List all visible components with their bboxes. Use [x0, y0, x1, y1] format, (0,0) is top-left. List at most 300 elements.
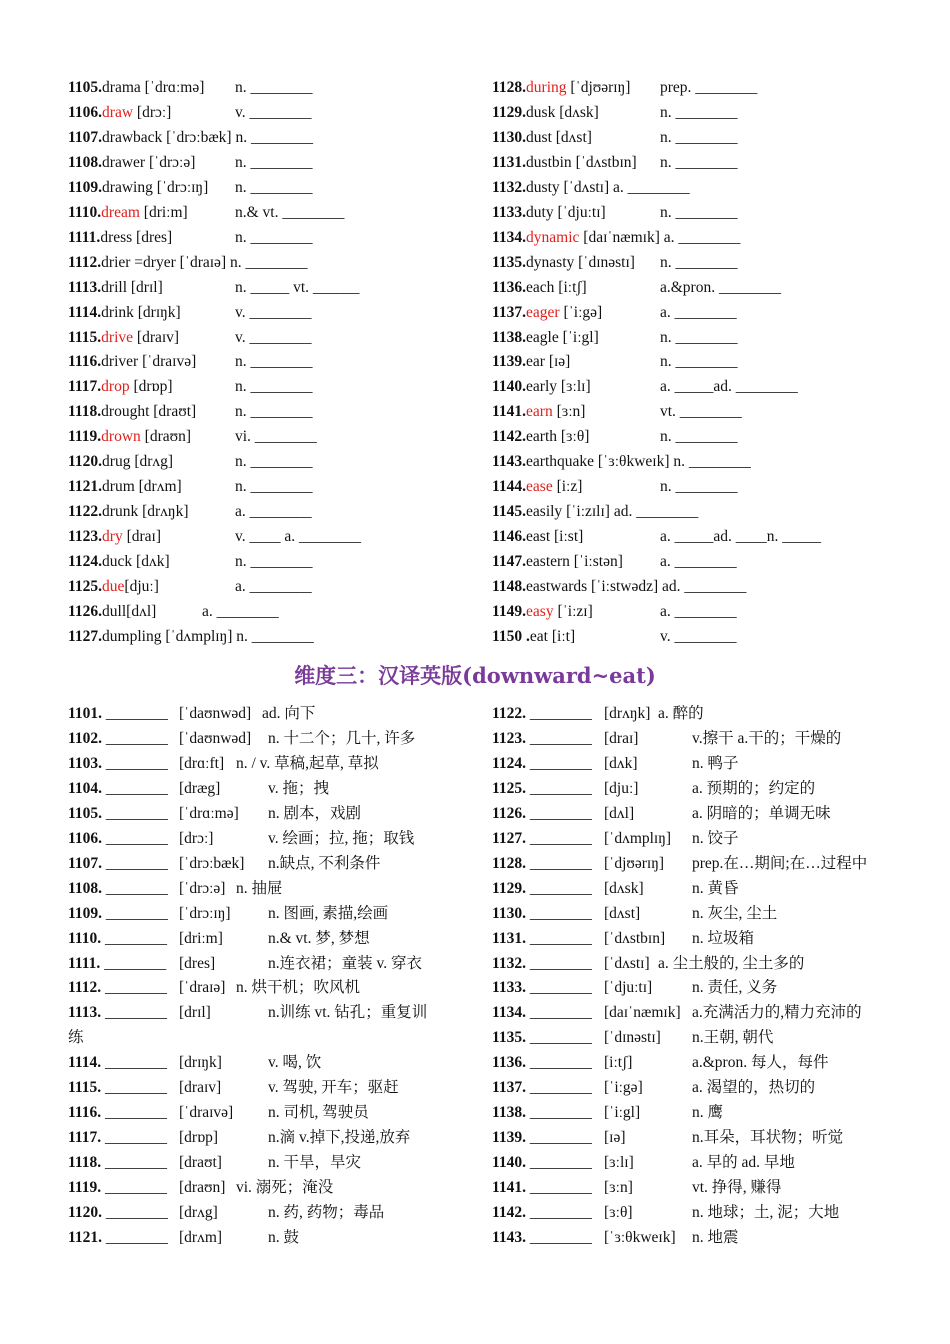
- translation-entry: [68, 804, 362, 824]
- entry-phonetic: [dʌk]: [132, 553, 170, 571]
- entry-phonetic: [dres]: [179, 954, 216, 972]
- entry-head: [68, 204, 188, 221]
- vocab-entry: [68, 402, 313, 422]
- vocab-entry: [68, 128, 313, 148]
- entry-pos-blank: n. ________: [660, 128, 738, 146]
- entry-number: 1136.: [492, 1054, 527, 1072]
- translation-entry: [68, 929, 370, 949]
- entry-number: 1131.: [492, 929, 527, 947]
- entry-word: dull: [102, 602, 127, 620]
- entry-phonetic: [drɒp]: [179, 1129, 219, 1147]
- answer-blank: ________: [526, 1079, 592, 1097]
- entry-phonetic: [ɜːn]: [552, 403, 586, 421]
- entry-head: [68, 603, 156, 620]
- entry-pos-blank: n. ________: [235, 553, 313, 571]
- entry-head: [492, 254, 635, 271]
- entry-phonetic: [dʌsk]: [555, 103, 599, 121]
- entry-definition: a.&pron. 每人，每件: [692, 1054, 829, 1072]
- entry-phonetic: [drɪl]: [127, 278, 163, 296]
- entry-head: [68, 154, 195, 171]
- entry-number: 1116.: [68, 1104, 102, 1122]
- vocab-entry: [492, 303, 737, 323]
- entry-head: [492, 503, 698, 520]
- entry-head: [492, 353, 570, 370]
- entry-phonetic: [dʌst]: [604, 904, 641, 922]
- entry-phonetic: [ˈdʌstɪ]: [604, 954, 650, 972]
- translation-entry: [492, 1203, 840, 1223]
- vocab-entry: [68, 303, 312, 323]
- entry-word: drop: [101, 378, 130, 396]
- entry-phonetic: [ɪə]: [544, 353, 571, 371]
- translation-entry: [492, 978, 778, 998]
- vocab-entry: [492, 377, 798, 397]
- entry-number: 1113.: [68, 1004, 102, 1022]
- answer-blank: ________: [526, 1228, 592, 1246]
- entry-definition: n. 烘干机；吹风机: [236, 979, 361, 997]
- entry-number: 1139.: [492, 1129, 527, 1147]
- entry-number: 1110.: [68, 203, 102, 221]
- translation-entry: [492, 829, 739, 849]
- entry-head: [68, 279, 163, 296]
- entry-phonetic: [draʊt]: [149, 403, 197, 421]
- answer-blank: ________: [102, 1204, 168, 1221]
- answer-blank: ________: [526, 1129, 592, 1147]
- answer-blank: ________: [102, 754, 168, 772]
- entry-word: dress: [100, 228, 133, 246]
- entry-phonetic: [dʌl]: [126, 602, 157, 620]
- entry-phonetic: [draɪ]: [122, 528, 161, 546]
- entry-phonetic: [daɪˈnæmɪk]: [604, 1004, 681, 1022]
- entry-word: east: [526, 528, 551, 546]
- entry-number: 1118.: [68, 403, 102, 421]
- translation-entry: [68, 1003, 428, 1023]
- entry-phonetic: [ˈiːgl]: [604, 1104, 641, 1122]
- entry-phonetic: [drʌŋk]: [138, 503, 189, 521]
- vocab-entry: [492, 402, 742, 422]
- entry-head: [492, 229, 740, 246]
- entry-head: [492, 378, 591, 395]
- entry-number: 1107.: [68, 128, 103, 146]
- entry-head: [68, 179, 208, 196]
- entry-pos-blank: a. _____ad. ________: [660, 378, 798, 396]
- entry-phonetic: [driːm]: [179, 929, 223, 947]
- entry-number: 1108.: [68, 153, 103, 171]
- entry-definition: n. 黄昏: [692, 879, 739, 897]
- entry-head: [492, 603, 593, 620]
- entry-definition: v. 喝, 饮: [268, 1054, 322, 1072]
- translation-entry: [492, 904, 778, 924]
- entry-definition: n. 鼓: [268, 1228, 300, 1246]
- entry-definition: prep.在…期间;在…过程中: [692, 854, 868, 872]
- entry-number: 1139.: [492, 353, 527, 371]
- entry-head: [492, 453, 751, 470]
- entry-word: due: [102, 578, 125, 595]
- entry-definition: n. 抽屉: [236, 879, 283, 897]
- translation-entry: [492, 1103, 724, 1123]
- entry-number: 1108.: [68, 879, 103, 897]
- vocab-entry: [68, 153, 313, 173]
- entry-phonetic: [iːst]: [550, 528, 584, 546]
- answer-blank: ________: [526, 754, 592, 772]
- translation-entry: [68, 904, 389, 924]
- translation-entry: [492, 729, 842, 749]
- vocab-entry: [492, 228, 740, 248]
- entry-definition: n.训练 vt. 钻孔；重复训: [268, 1004, 428, 1022]
- entry-number: 1119.: [68, 1179, 102, 1197]
- entry-word: easily: [526, 503, 563, 521]
- answer-blank: ________: [101, 1004, 168, 1022]
- answer-blank: ________: [101, 1154, 168, 1172]
- vocab-entry: [492, 352, 738, 372]
- entry-phonetic: [ɜːlɪ]: [604, 1154, 634, 1172]
- entry-head: [492, 578, 746, 595]
- translation-entry: [68, 978, 361, 998]
- entry-word: drive: [101, 328, 134, 346]
- entry-number: 1117.: [68, 378, 102, 396]
- entry-number: 1143.: [492, 1228, 527, 1246]
- translation-entry: [492, 704, 704, 724]
- entry-number: 1127.: [492, 829, 527, 847]
- entry-head: [492, 154, 637, 171]
- entry-word: earthquake: [526, 453, 595, 471]
- entry-definition: n.王朝, 朝代: [692, 1029, 774, 1047]
- entry-head: [68, 229, 172, 246]
- entry-phonetic: [ɜːlɪ]: [557, 378, 591, 396]
- entry-phonetic: [drʌm]: [134, 478, 182, 496]
- entry-number: 1129.: [492, 103, 527, 121]
- entry-number: 1141.: [492, 1179, 527, 1197]
- vocab-entry: [68, 527, 361, 547]
- answer-blank: ________: [526, 829, 592, 847]
- entry-head: [68, 403, 196, 420]
- entry-number: 1138.: [492, 328, 527, 346]
- entry-number: 1125.: [492, 779, 527, 797]
- entry-number: 1111.: [68, 954, 101, 972]
- entry-phonetic: [drɔː]: [133, 103, 172, 121]
- answer-blank: ________: [526, 1104, 592, 1122]
- entry-definition: a. 预期的；约定的: [692, 779, 816, 797]
- entry-definition: 练: [68, 1029, 84, 1047]
- entry-pos-blank: n. ________: [235, 153, 313, 171]
- entry-number: 1112.: [68, 253, 102, 271]
- entry-definition: a. 早的 ad. 早地: [692, 1154, 795, 1172]
- entry-number: 1132.: [492, 954, 527, 972]
- translation-entry: [492, 879, 739, 899]
- entry-number: 1130.: [492, 128, 527, 146]
- answer-blank: ________: [526, 779, 592, 797]
- entry-number: 1129.: [492, 879, 527, 897]
- entry-phonetic: [draɪv]: [179, 1079, 222, 1097]
- entry-pos-blank: v. ________: [235, 103, 312, 121]
- entry-pos-blank: n. ________: [660, 103, 738, 121]
- answer-blank: ________: [101, 979, 168, 997]
- entry-phonetic: [draʊt]: [179, 1154, 222, 1172]
- answer-blank: ________: [526, 1179, 592, 1197]
- entry-word: dry: [102, 528, 123, 546]
- translation-entry: [68, 1178, 334, 1198]
- translation-entry: [492, 1178, 782, 1198]
- entry-number: 1128.: [492, 79, 527, 96]
- entry-phonetic: [djuː]: [124, 578, 159, 595]
- entry-pos-blank: n. ________: [235, 478, 313, 496]
- answer-blank: ________: [101, 1104, 168, 1122]
- entry-word: eagle: [526, 328, 559, 346]
- vocab-entry: [68, 602, 279, 622]
- entry-number: 1133.: [492, 203, 527, 221]
- entry-definition: a. 醉的: [658, 705, 704, 722]
- entry-pos-blank: n. ________: [660, 253, 738, 271]
- entry-head: [68, 428, 191, 445]
- entry-phonetic: [ˈdrɔːə]: [145, 153, 196, 171]
- answer-blank: ________: [526, 1004, 592, 1022]
- translation-entry: [492, 779, 816, 799]
- entry-phonetic: [ˈdʌstbɪn]: [571, 153, 637, 171]
- vocab-entry: [492, 527, 822, 547]
- entry-pos-blank: n. ________: [660, 428, 738, 446]
- entry-number: 1115.: [68, 328, 102, 346]
- translation-entry: [68, 779, 329, 799]
- entry-definition: v.擦干 a.干的；干燥的: [692, 729, 842, 747]
- entry-definition: v. 驾驶, 开车；驱赶: [268, 1079, 399, 1097]
- entry-phonetic: [draʊn]: [140, 428, 192, 446]
- entry-number: 1112.: [68, 979, 102, 997]
- entry-head: [68, 478, 182, 495]
- entry-phonetic: [ˈdrɔːɪŋ]: [179, 904, 231, 922]
- entry-head: [68, 104, 171, 121]
- entry-phonetic: [dʌl]: [604, 804, 635, 822]
- entry-definition: ad. 向下: [262, 705, 316, 722]
- entry-definition: a.充满活力的,精力充沛的: [692, 1004, 862, 1022]
- entry-phonetic: [ˈdrɔːə]: [179, 879, 226, 897]
- entry-head: [68, 578, 159, 595]
- entry-phonetic: [draɪ]: [604, 729, 639, 747]
- answer-blank: ________: [102, 779, 168, 797]
- translation-entry: [492, 804, 831, 824]
- entry-phonetic: [ˈiːgl]: [558, 328, 599, 346]
- vocab-entry: [492, 78, 758, 98]
- answer-blank: ________: [526, 854, 592, 872]
- entry-word: draw: [102, 103, 134, 121]
- entry-phonetic: [ˈiːstən]: [569, 553, 623, 571]
- vocab-entry: [68, 328, 312, 348]
- entry-definition: n. 灰尘, 尘土: [692, 904, 778, 922]
- entry-head: [492, 329, 599, 346]
- entry-number: 1130.: [492, 904, 527, 922]
- entry-phonetic: [iːtʃ]: [554, 278, 587, 296]
- entry-number: 1118.: [68, 1154, 102, 1172]
- answer-blank: ________: [102, 705, 168, 722]
- answer-blank: ________: [102, 854, 168, 872]
- entry-number: 1106.: [68, 829, 103, 847]
- entry-word: easy: [526, 602, 554, 620]
- entry-phonetic: [ˈiːgə]: [604, 1079, 643, 1097]
- entry-phonetic: [ˈdɪnəstɪ]: [604, 1029, 661, 1047]
- entry-phonetic: [daɪˈnæmɪk] a. ________: [579, 228, 741, 246]
- translation-entry: [492, 1153, 795, 1173]
- entry-word: ear: [526, 353, 545, 371]
- answer-blank: ________: [101, 1054, 168, 1072]
- entry-word: drown: [101, 428, 141, 446]
- entry-definition: n. 鸭子: [692, 754, 739, 772]
- translation-entry: [68, 829, 415, 849]
- vocab-entry: [68, 203, 345, 223]
- vocab-entry: [68, 552, 313, 572]
- entry-word: dumpling: [102, 627, 162, 645]
- entry-definition: n. 药, 药物；毒品: [268, 1204, 385, 1221]
- entry-phonetic: [ɪə]: [604, 1129, 626, 1147]
- answer-blank: ________: [102, 904, 168, 922]
- vocab-entry: [68, 228, 313, 248]
- entry-number: 1128.: [492, 854, 527, 872]
- answer-blank: ________: [101, 1179, 168, 1197]
- answer-blank: ________: [526, 929, 592, 947]
- vocab-entry: [68, 103, 312, 123]
- entry-definition: n. 鹰: [692, 1104, 724, 1122]
- entry-number: 1109.: [68, 178, 103, 196]
- entry-head: [68, 79, 204, 96]
- entry-head: [492, 179, 690, 196]
- entry-number: 1122.: [68, 503, 103, 521]
- vocab-entry: [492, 278, 781, 298]
- vocab-entry: [68, 278, 360, 298]
- entry-word: dynasty: [526, 253, 575, 271]
- entry-head: [492, 204, 606, 221]
- entry-head: [68, 329, 179, 346]
- answer-blank: ________: [100, 954, 167, 972]
- entry-pos-blank: v. ____ a. ________: [235, 528, 361, 546]
- entry-phonetic: [djuː]: [604, 779, 639, 797]
- entry-pos-blank: a. ________: [660, 602, 737, 620]
- entry-phonetic: [ˈdʌstɪ] a. ________: [559, 178, 690, 196]
- entry-phonetic: [drʌg]: [179, 1204, 218, 1221]
- entry-phonetic: [ˈɜːθkweɪk] n. ________: [594, 453, 751, 471]
- entry-definition: a. 阴暗的；单调无味: [692, 804, 831, 822]
- entry-phonetic: [ˈdaʊnwəd]: [179, 705, 252, 722]
- entry-head: [492, 304, 602, 321]
- entry-word: drug: [102, 453, 131, 471]
- entry-word: early: [526, 378, 558, 396]
- entry-word: each: [526, 278, 555, 296]
- answer-blank: ________: [526, 1154, 592, 1172]
- entry-word: earth: [526, 428, 558, 446]
- entry-number: 1123.: [68, 528, 103, 546]
- entry-definition: a. 尘土般的, 尘土多的: [658, 954, 805, 972]
- answer-blank: ________: [526, 729, 592, 747]
- entry-word: driver: [101, 353, 139, 371]
- entry-word: dustbin: [526, 153, 572, 171]
- entry-pos-blank: n. ________: [660, 478, 738, 496]
- entry-definition: n.缺点, 不利条件: [268, 854, 381, 872]
- entry-phonetic: [dʌsk]: [604, 879, 644, 897]
- entry-word: drill: [101, 278, 128, 296]
- entry-definition: n. 图画, 素描,绘画: [268, 904, 389, 922]
- entry-pos-blank: n. ________: [660, 328, 738, 346]
- answer-blank: ________: [102, 829, 168, 847]
- answer-blank: ________: [101, 1079, 168, 1097]
- answer-blank: ________: [101, 1129, 168, 1147]
- translation-entry: [68, 1228, 300, 1248]
- vocab-entry: [68, 352, 313, 372]
- translation-entry: [68, 954, 422, 974]
- entry-head: [68, 553, 170, 570]
- entry-pos-blank: n. ________: [660, 353, 738, 371]
- vocab-entry: [492, 153, 738, 173]
- entry-number: 1114.: [68, 1054, 102, 1072]
- entry-phonetic: [ˈdrɑːmə]: [140, 79, 205, 96]
- entry-phonetic: [ˈdaʊnwəd]: [179, 729, 252, 747]
- entry-pos-blank: n. ________: [235, 378, 313, 396]
- entry-number: 1126.: [68, 602, 103, 620]
- entry-pos-blank: vt. ________: [660, 403, 742, 421]
- entry-phonetic: [ˈdʌmplɪŋ]: [604, 829, 672, 847]
- translation-entry: [68, 879, 283, 899]
- entry-pos-blank: n. ________: [660, 153, 738, 171]
- vocab-entry: [68, 627, 314, 647]
- entry-number: 1110.: [68, 929, 102, 947]
- entry-number: 1144.: [492, 478, 527, 496]
- translation-entry: [68, 1128, 411, 1148]
- section-title: 维度三：汉译英版(downward~eat): [294, 663, 656, 688]
- entry-pos-blank: n. ________: [235, 453, 313, 471]
- entry-pos-blank: prep. ________: [660, 79, 758, 96]
- entry-phonetic: [drɪŋk]: [179, 1054, 222, 1072]
- entry-phonetic: [ˈiːzɪlɪ] ad. ________: [562, 503, 699, 521]
- entry-word: during: [526, 79, 567, 96]
- entry-phonetic: [drɔː]: [179, 829, 214, 847]
- entry-definition: vi. 溺死；淹没: [236, 1179, 334, 1197]
- translation-entry: [492, 1053, 829, 1073]
- entry-definition: n. 责任, 义务: [692, 979, 778, 997]
- entry-definition: v. 拖；拽: [268, 779, 329, 797]
- entry-phonetic: [draʊn]: [179, 1179, 226, 1197]
- entry-number: 1107.: [68, 854, 103, 872]
- entry-pos-blank: a. ________: [235, 503, 312, 521]
- entry-pos-blank: v. ________: [235, 328, 312, 346]
- entry-phonetic: [ˈdrɔːbæk]: [179, 854, 245, 872]
- entry-number: 1124.: [492, 754, 527, 772]
- entry-phonetic: [ˈiːstwədz] ad. ________: [587, 578, 747, 595]
- entry-number: 1102.: [68, 729, 103, 747]
- entry-word: drawback: [102, 128, 163, 146]
- entry-phonetic: [ˈdraɪə]: [179, 979, 226, 997]
- vocab-entry: [492, 627, 737, 647]
- entry-definition: n. 十二个；几十, 许多: [268, 729, 416, 747]
- entry-number: 1150 .: [492, 627, 530, 645]
- entry-phonetic: [ˈdraɪvə]: [138, 353, 197, 371]
- entry-pos-blank: n. ________: [235, 79, 313, 96]
- entry-head: [492, 478, 582, 495]
- entry-word: eager: [526, 303, 560, 321]
- entry-phonetic: [ˈdrɔːɪŋ]: [152, 178, 209, 196]
- entry-pos-blank: a. ________: [235, 578, 312, 595]
- entry-phonetic: [ˈdɪnəstɪ]: [574, 253, 635, 271]
- entry-number: 1145.: [492, 503, 527, 521]
- entry-number: 1127.: [68, 627, 103, 645]
- vocab-entry: [492, 577, 746, 597]
- entry-phonetic: [dres]: [132, 228, 173, 246]
- answer-blank: ________: [526, 904, 592, 922]
- translation-entry: [68, 754, 379, 774]
- answer-blank: ________: [102, 1228, 168, 1246]
- entry-pos-blank: n. _____ vt. ______: [235, 278, 360, 296]
- entry-number: 1142.: [492, 1204, 527, 1221]
- entry-phonetic: [ˈiːzɪ]: [553, 602, 593, 620]
- entry-phonetic: [iːt]: [547, 627, 576, 645]
- entry-number: 1137.: [492, 1079, 527, 1097]
- answer-blank: ________: [526, 1054, 592, 1072]
- answer-blank: ________: [526, 705, 592, 722]
- entry-definition: n. 剧本，戏剧: [268, 804, 362, 822]
